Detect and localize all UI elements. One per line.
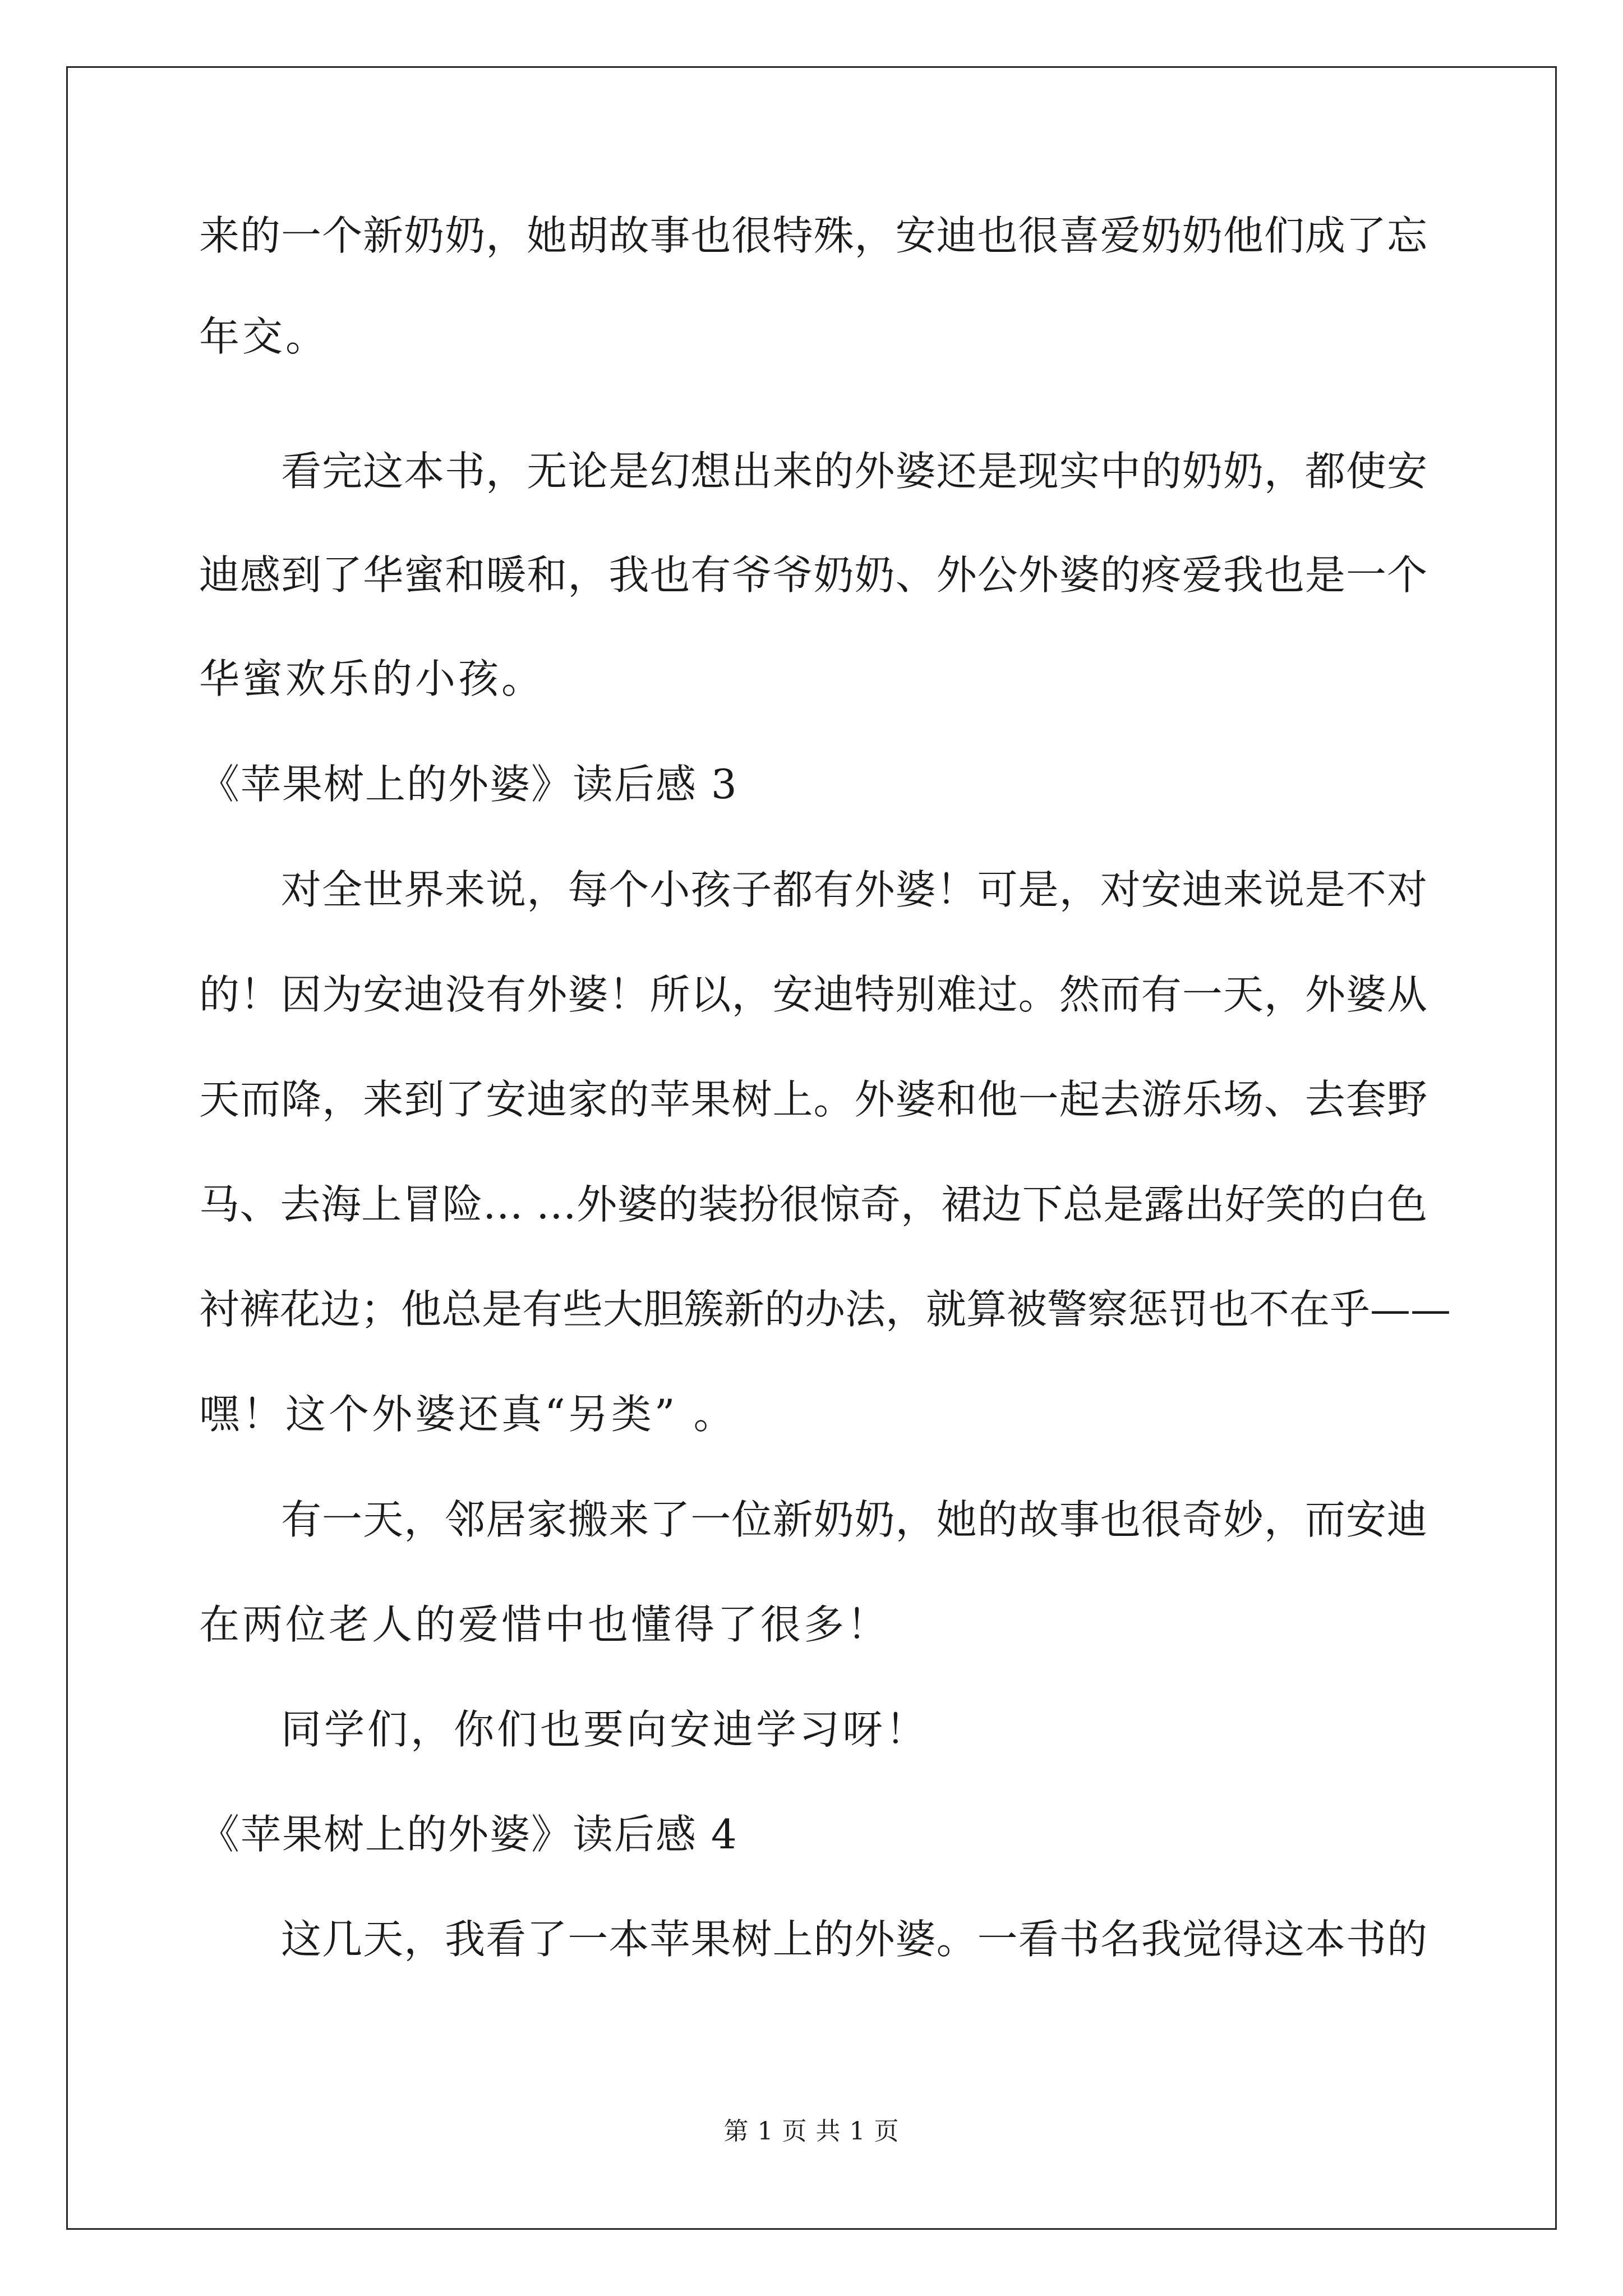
paragraph-line: 对全世界来说，每个小孩子都有外婆！可是，对安迪来说是不对 bbox=[281, 866, 1427, 913]
paragraph-line: 嘿！这个外婆还真“另类” 。 bbox=[199, 1391, 737, 1438]
section-heading: 《苹果树上的外婆》读后感 4 bbox=[199, 1811, 738, 1858]
paragraph-line: 华蜜欢乐的小孩。 bbox=[199, 655, 545, 702]
section-heading: 《苹果树上的外婆》读后感 3 bbox=[199, 761, 738, 808]
paragraph-line: 马、去海上冒险… …外婆的装扮很惊奇，裙边下总是露出好笑的白色 bbox=[199, 1181, 1427, 1228]
paragraph-line: 同学们，你们也要向安迪学习呀！ bbox=[281, 1706, 929, 1753]
paragraph-line: 在两位老人的爱惜中也懂得了很多！ bbox=[199, 1601, 891, 1648]
paragraph-line: 这几天，我看了一本苹果树上的外婆。一看书名我觉得这本书的 bbox=[281, 1916, 1427, 1963]
page-footer: 第 1 页 共 1 页 bbox=[723, 2117, 900, 2146]
paragraph-line: 的！因为安迪没有外婆！所以，安迪特别难过。然而有一天，外婆从 bbox=[199, 971, 1427, 1018]
paragraph-line: 天而降，来到了安迪家的苹果树上。外婆和他一起去游乐场、去套野 bbox=[199, 1076, 1427, 1123]
paragraph-line: 衬裤花边；他总是有些大胆簇新的办法，就算被警察惩罚也不在乎—— bbox=[199, 1286, 1451, 1333]
page-border bbox=[66, 66, 1557, 2230]
paragraph-line: 迪感到了华蜜和暖和，我也有爷爷奶奶、外公外婆的疼爱我也是一个 bbox=[199, 551, 1427, 599]
paragraph-line: 年交。 bbox=[199, 313, 329, 360]
paragraph-line: 有一天，邻居家搬来了一位新奶奶，她的故事也很奇妙，而安迪 bbox=[281, 1496, 1427, 1543]
paragraph-line: 看完这本书，无论是幻想出来的外婆还是现实中的奶奶，都使安 bbox=[281, 448, 1427, 495]
paragraph-line: 来的一个新奶奶，她胡故事也很特殊，安迪也很喜爱奶奶他们成了忘 bbox=[199, 212, 1427, 259]
